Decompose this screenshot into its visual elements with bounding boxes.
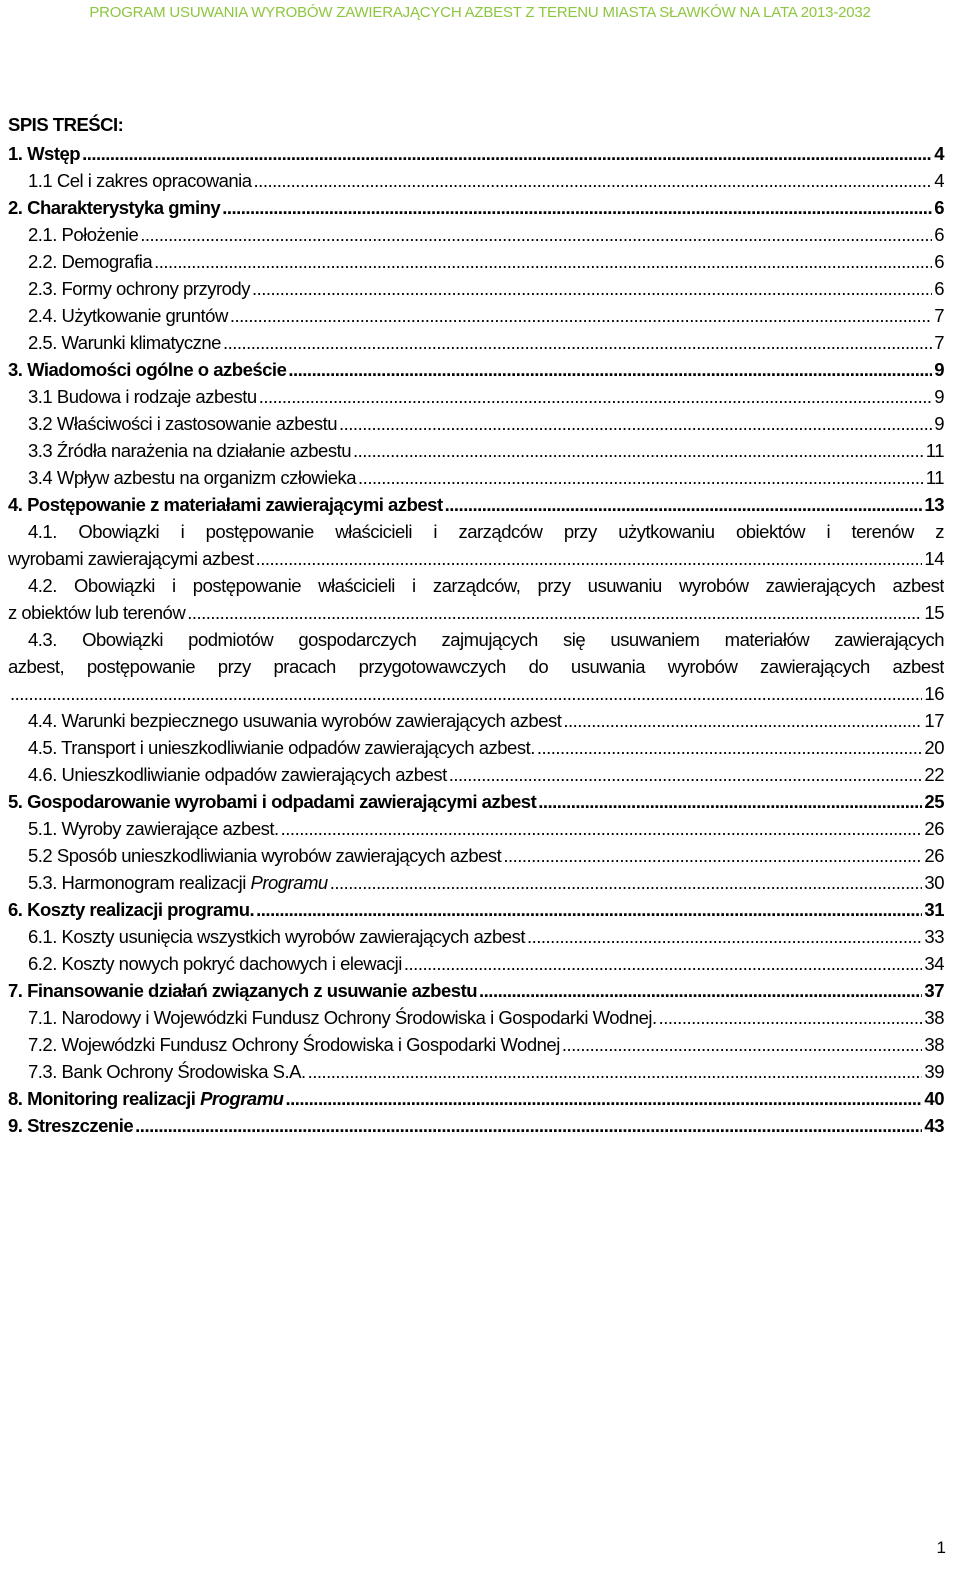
toc-entry-page: 4	[934, 143, 944, 164]
toc-entry-3-4[interactable]	[8, 464, 944, 491]
toc-entry-page: 6	[934, 197, 944, 218]
toc-entry-page: 6	[934, 251, 944, 272]
dot-leader	[256, 545, 923, 572]
dot-leader	[562, 1031, 923, 1058]
dot-leader	[503, 842, 922, 869]
toc-entry-page: 15	[924, 602, 944, 623]
toc-entry-title: 5.1. Wyroby zawierające azbest.	[28, 818, 279, 839]
toc-entry-page: 26	[924, 845, 944, 866]
toc-entry-page: 11	[925, 440, 944, 461]
toc-entry-title: 3.4 Wpływ azbestu na organizm człowieka	[28, 467, 357, 488]
toc-entry-title: 7. Finansowanie działań związanych z usuwanie azbestu	[8, 980, 478, 1001]
toc-entry-page: 11	[925, 467, 944, 488]
toc-entry-page: 38	[924, 1007, 944, 1028]
toc-entry-4-2[interactable]	[8, 572, 944, 626]
toc-entry-title-line: 4.2. Obowiązki i postępowanie właścicieli i zarządców, przy usuwaniu wyrobów zawierających azbest	[28, 575, 944, 596]
toc-entry-page: 9	[934, 413, 944, 434]
toc-entry-title: 7.2. Wojewódzki Fundusz Ochrony Środowiska i Gospodarki Wodnej	[28, 1034, 560, 1055]
toc-entry-2-2[interactable]	[8, 248, 944, 275]
toc-entry-page: 9	[934, 386, 944, 407]
toc-entry-page: 6	[934, 224, 944, 245]
toc-entry-title: 2.3. Formy ochrony przyrody	[28, 278, 250, 299]
dot-leader	[82, 140, 932, 167]
toc-entry-7-1[interactable]	[8, 1004, 944, 1031]
toc-entry-page: 14	[924, 548, 944, 569]
toc-entry-title-line: z obiektów lub terenów	[8, 602, 186, 623]
dot-leader	[10, 680, 922, 707]
toc-entry-title: 7.3. Bank Ochrony Środowiska S.A.	[28, 1061, 306, 1082]
toc-entry-4-3[interactable]	[8, 626, 944, 707]
toc-entry-1-1[interactable]	[8, 167, 944, 194]
dot-leader	[252, 275, 932, 302]
dot-leader	[330, 869, 923, 896]
toc-entry-4[interactable]	[8, 491, 944, 518]
toc-entry-8[interactable]	[8, 1085, 944, 1112]
toc-entry-title: 5.2 Sposób unieszkodliwiania wyrobów zawierających azbest	[28, 845, 502, 866]
toc-entry-title: 3.1 Budowa i rodzaje azbestu	[28, 386, 257, 407]
dot-leader	[140, 221, 932, 248]
toc-entry-page: 39	[924, 1061, 944, 1082]
toc-entry-2-3[interactable]	[8, 275, 944, 302]
toc-entry-page: 40	[924, 1088, 944, 1109]
toc-entry-7[interactable]	[8, 977, 944, 1004]
toc-entry-title-line: 4.1. Obowiązki i postępowanie właścicieli i zarządców przy użytkowaniu obiektów i terenów z	[28, 521, 944, 542]
toc-entry-page: 17	[924, 710, 944, 731]
dot-leader	[288, 356, 932, 383]
toc-entry-title: 4.4. Warunki bezpiecznego usuwania wyrobów zawierających azbest	[28, 710, 562, 731]
toc-entry-4-6[interactable]	[8, 761, 944, 788]
dot-leader	[563, 707, 922, 734]
toc-entry-page: 20	[924, 737, 944, 758]
toc-heading: SPIS TREŚCI:	[8, 114, 124, 135]
toc-entry-page: 7	[934, 305, 944, 326]
toc-entry-page: 9	[934, 359, 944, 380]
toc-entry-title: 6. Koszty realizacji programu.	[8, 899, 255, 920]
toc-entry-title: 2.5. Warunki klimatyczne	[28, 332, 221, 353]
dot-leader	[154, 248, 932, 275]
toc-entry-title: 9. Streszczenie	[8, 1115, 134, 1136]
dot-leader	[479, 977, 922, 1004]
toc-entry-page: 25	[924, 791, 944, 812]
toc-entry-title-line: 4.3. Obowiązki podmiotów gospodarczych zajmujących się usuwaniem materiałów zawierających	[28, 629, 944, 650]
toc-entry-page: 6	[934, 278, 944, 299]
toc-entry-title: 2.2. Demografia	[28, 251, 153, 272]
toc-entry-title-line: azbest, postępowanie przy pracach przygotowawczych do usuwania wyrobów zawierających azbest	[8, 656, 944, 677]
toc-entry-title: 7.1. Narodowy i Wojewódzki Fundusz Ochrony Środowiska i Gospodarki Wodnej.	[28, 1007, 657, 1028]
toc-entry-7-3[interactable]	[8, 1058, 944, 1085]
dot-leader	[254, 167, 933, 194]
toc-entry-title: 3. Wiadomości ogólne o azbeście	[8, 359, 287, 380]
toc-entry-4-4[interactable]	[8, 707, 944, 734]
dot-leader	[223, 329, 932, 356]
dot-leader	[222, 194, 932, 221]
toc-entry-title-line: wyrobami zawierającymi azbest	[8, 548, 254, 569]
dot-leader	[449, 761, 923, 788]
dot-leader	[187, 599, 922, 626]
toc-entry-3-1[interactable]	[8, 383, 944, 410]
dot-leader	[308, 1058, 923, 1085]
toc-entry-title: 1. Wstęp	[8, 143, 81, 164]
toc-entry-4-1[interactable]	[8, 518, 944, 572]
toc-entry-title: 6.1. Koszty usunięcia wszystkich wyrobów zawierających azbest	[28, 926, 525, 947]
toc-entry-2-1[interactable]	[8, 221, 944, 248]
dot-leader	[445, 491, 923, 518]
dot-leader	[285, 1085, 922, 1112]
toc-entry-title: 2. Charakterystyka gminy	[8, 197, 221, 218]
toc-entry-page: 38	[924, 1034, 944, 1055]
toc-entry-title: 2.4. Użytkowanie gruntów	[28, 305, 228, 326]
toc-entry-5-2[interactable]	[8, 842, 944, 869]
dot-leader	[256, 896, 922, 923]
toc-entry-7-2[interactable]	[8, 1031, 944, 1058]
toc-entry-3-2[interactable]	[8, 410, 944, 437]
toc-entry-page: 37	[924, 980, 944, 1001]
running-header: PROGRAM USUWANIA WYROBÓW ZAWIERAJĄCYCH AZBEST Z TERENU MIASTA SŁAWKÓW NA LATA 2013-2032	[89, 4, 871, 21]
toc-entry-5-3[interactable]	[8, 869, 944, 896]
toc-entry-5[interactable]	[8, 788, 944, 815]
toc-entry-page: 43	[924, 1115, 944, 1136]
toc-entry-page: 34	[924, 953, 944, 974]
toc-entry-page: 26	[924, 818, 944, 839]
toc-entry-3[interactable]	[8, 356, 944, 383]
dot-leader	[259, 383, 932, 410]
toc-entry-page: 16	[924, 683, 944, 704]
toc-entry-title: 3.3 Źródła narażenia na działanie azbestu	[28, 440, 352, 461]
toc-entry-1[interactable]	[8, 140, 944, 167]
dot-leader	[230, 302, 932, 329]
toc-entry-2-4[interactable]	[8, 302, 944, 329]
toc-entry-page: 30	[924, 872, 944, 893]
table-of-contents	[8, 110, 944, 1139]
toc-entry-6[interactable]	[8, 896, 944, 923]
toc-entry-title: 4.6. Unieszkodliwianie odpadów zawierających azbest	[28, 764, 447, 785]
toc-entry-title: 4.5. Transport i unieszkodliwianie odpadów zawierających azbest.	[28, 737, 535, 758]
toc-entry-page: 33	[924, 926, 944, 947]
page-number: 1	[936, 1538, 946, 1557]
toc-entry-5-1[interactable]	[8, 815, 944, 842]
toc-entry-4-5[interactable]	[8, 734, 944, 761]
toc-entry-9[interactable]	[8, 1112, 944, 1139]
toc-entry-6-1[interactable]	[8, 923, 944, 950]
toc-entry-page: 4	[934, 170, 944, 191]
dot-leader	[358, 464, 924, 491]
toc-entry-6-2[interactable]	[8, 950, 944, 977]
toc-entry-title: 1.1 Cel i zakres opracowania	[28, 170, 252, 191]
toc-entry-title: 5.3. Harmonogram realizacji Programu	[28, 872, 328, 893]
dot-leader	[281, 815, 923, 842]
toc-entry-title: 3.2 Właściwości i zastosowanie azbestu	[28, 413, 338, 434]
dot-leader	[135, 1112, 922, 1139]
dot-leader	[538, 788, 922, 815]
dot-leader	[404, 950, 923, 977]
toc-entry-title: 8. Monitoring realizacji Programu	[8, 1088, 284, 1109]
dot-leader	[659, 1004, 923, 1031]
toc-entry-page: 13	[924, 494, 944, 515]
toc-entry-page: 31	[924, 899, 944, 920]
toc-entry-title: 4. Postępowanie z materiałami zawierającymi azbest	[8, 494, 443, 515]
dot-leader	[339, 410, 932, 437]
toc-entry-page: 22	[924, 764, 944, 785]
dot-leader	[353, 437, 924, 464]
dot-leader	[537, 734, 923, 761]
toc-entry-2[interactable]	[8, 194, 944, 221]
dot-leader	[527, 923, 922, 950]
toc-entry-title: 2.1. Położenie	[28, 224, 139, 245]
toc-entry-title: 5. Gospodarowanie wyrobami i odpadami zawierającymi azbest	[8, 791, 537, 812]
toc-entry-2-5[interactable]	[8, 329, 944, 356]
toc-entry-page: 7	[934, 332, 944, 353]
toc-entry-3-3[interactable]	[8, 437, 944, 464]
toc-entry-title: 6.2. Koszty nowych pokryć dachowych i elewacji	[28, 953, 402, 974]
